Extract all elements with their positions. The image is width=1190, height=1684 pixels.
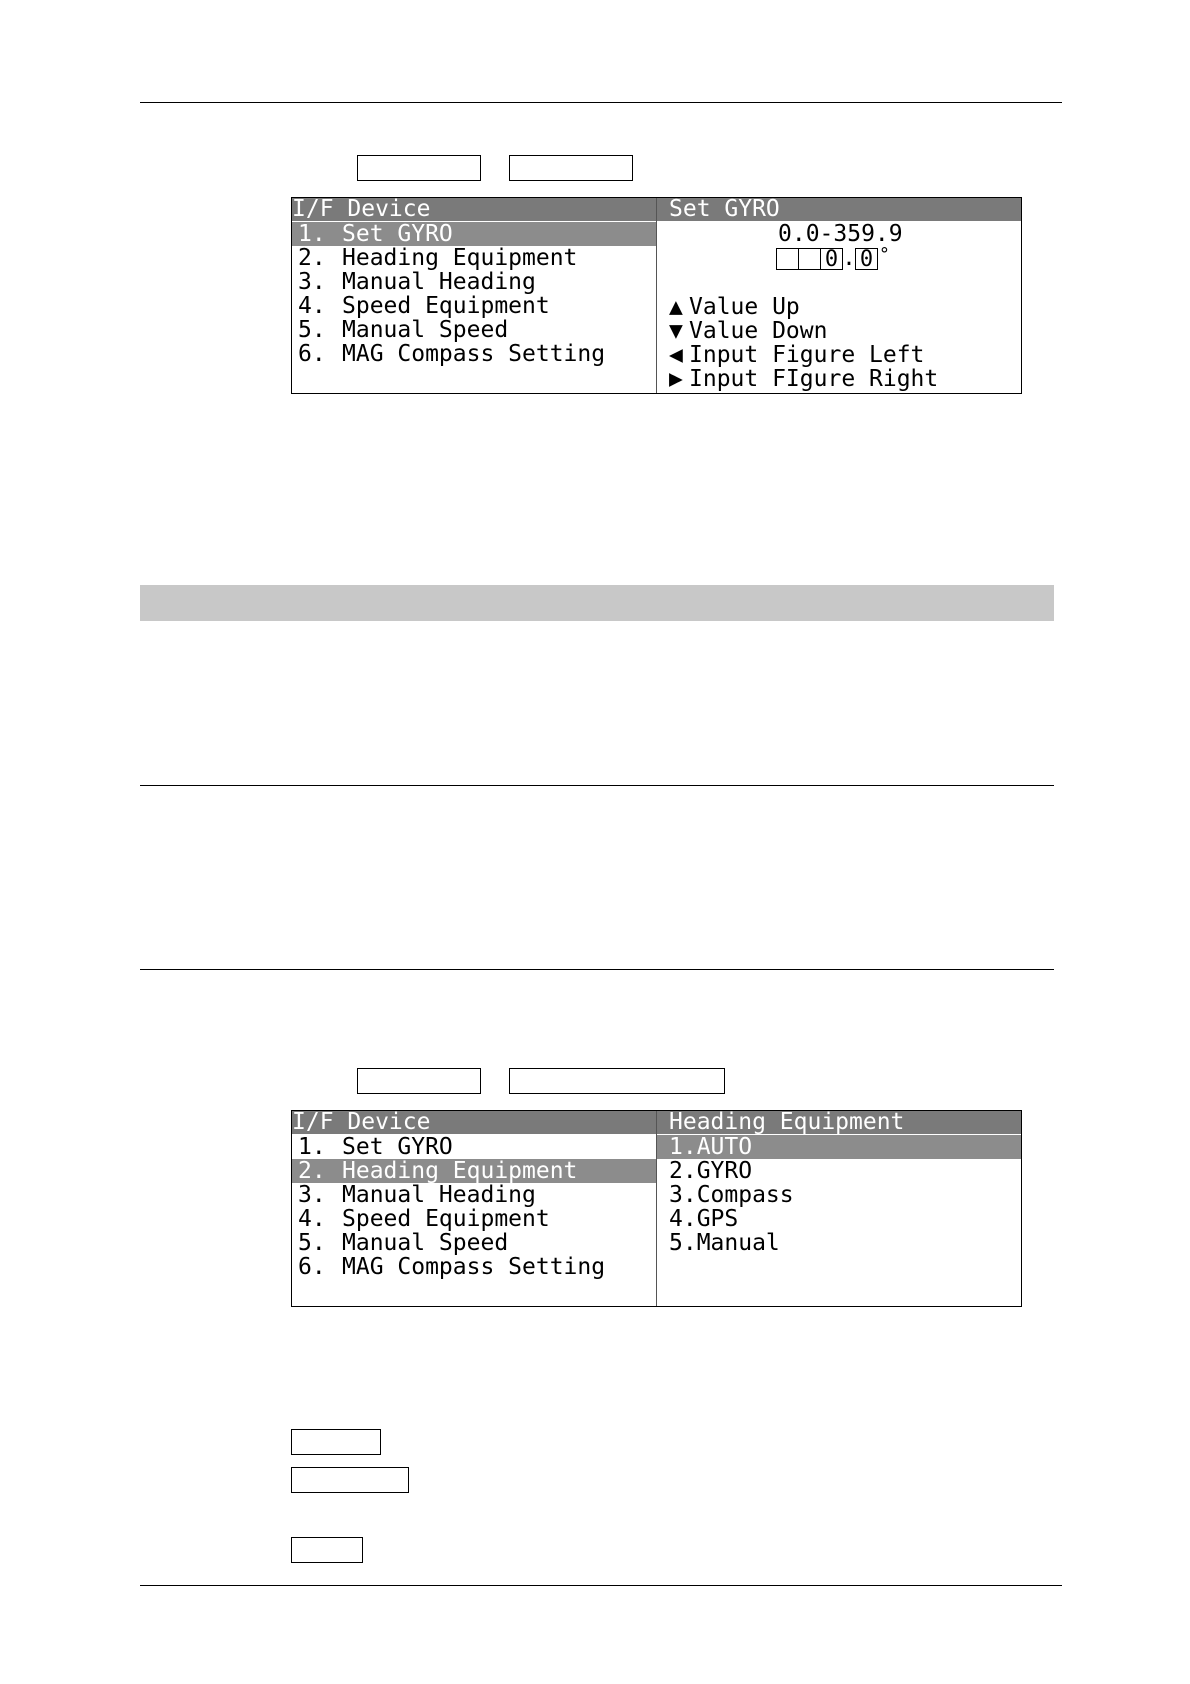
menu-label: Manual Heading (342, 270, 536, 294)
key-box-1 (357, 155, 481, 181)
menu-label: MAG Compass Setting (342, 342, 606, 366)
panel-divider (656, 198, 657, 393)
help-text: Input Figure Left (689, 342, 925, 368)
digit-tenths[interactable]: 0 (855, 248, 878, 270)
menu-label: Set GYRO (342, 1135, 453, 1159)
triangle-right-icon: ▶ (669, 366, 683, 392)
menu-label: Heading Equipment (342, 246, 578, 270)
menu-num: 5. (298, 1231, 326, 1255)
menu-item-speed-equipment[interactable] (292, 294, 656, 318)
option-auto[interactable]: 1.AUTO (657, 1135, 1021, 1159)
key-box-6 (291, 1467, 409, 1493)
help-text: Value Up (689, 294, 800, 320)
section-band (140, 585, 1054, 621)
key-box-4 (509, 1068, 725, 1094)
menu-item-manual-heading[interactable] (292, 1183, 656, 1207)
menu-label: Manual Speed (342, 318, 509, 342)
degree-symbol: ° (879, 244, 890, 265)
help-figure-left (669, 343, 924, 367)
menu-num: 1. (298, 222, 326, 246)
menu-label: Speed Equipment (342, 1207, 550, 1231)
menu-label: Manual Heading (342, 1183, 536, 1207)
menu-item-speed-equipment[interactable] (292, 1207, 656, 1231)
decimal-point: . (842, 246, 856, 271)
menu-label: Heading Equipment (342, 1159, 578, 1183)
menu-label: Speed Equipment (342, 294, 550, 318)
section-rule-2 (140, 969, 1054, 970)
triangle-down-icon: ▼ (669, 318, 683, 344)
gyro-range-label: 0.0-359.9 (778, 221, 903, 247)
menu-item-mag-compass-setting[interactable] (292, 342, 656, 366)
option-gps[interactable]: 4.GPS (669, 1207, 739, 1231)
option-manual[interactable]: 5.Manual (669, 1231, 780, 1255)
menu-num: 1. (298, 1135, 326, 1159)
menu-label: MAG Compass Setting (342, 1255, 606, 1279)
menu-num: 3. (298, 270, 326, 294)
help-value-up (669, 295, 800, 319)
key-box-7 (291, 1537, 363, 1563)
header-rule (140, 102, 1062, 103)
panel-left-title: I/F Device (292, 1111, 656, 1134)
menu-item-heading-equipment[interactable] (292, 1159, 656, 1183)
menu-item-mag-compass-setting[interactable] (292, 1255, 656, 1279)
help-text: Input FIgure Right (689, 366, 939, 392)
screen-panel-heading-equipment (291, 1110, 1022, 1307)
menu-item-heading-equipment[interactable] (292, 246, 656, 270)
menu-item-set-gyro[interactable] (292, 222, 656, 246)
menu-num: 6. (298, 342, 326, 366)
menu-label: Set GYRO (342, 222, 453, 246)
menu-num: 4. (298, 294, 326, 318)
help-figure-right (669, 367, 938, 391)
help-text: Value Down (689, 318, 828, 344)
menu-item-manual-heading[interactable] (292, 270, 656, 294)
menu-num: 4. (298, 1207, 326, 1231)
gyro-value-input[interactable] (776, 244, 890, 272)
key-box-5 (291, 1429, 381, 1455)
menu-item-manual-speed[interactable] (292, 1231, 656, 1255)
panel-right-title: Set GYRO (657, 198, 1021, 221)
option-gyro[interactable]: 2.GYRO (669, 1159, 753, 1183)
triangle-up-icon: ▲ (669, 294, 683, 320)
footer-rule (140, 1585, 1062, 1586)
menu-item-set-gyro[interactable] (292, 1135, 656, 1159)
menu-num: 2. (298, 246, 326, 270)
menu-num: 5. (298, 318, 326, 342)
menu-num: 6. (298, 1255, 326, 1279)
menu-num: 2. (298, 1159, 326, 1183)
digit-ones[interactable]: 0 (820, 248, 843, 270)
option-compass[interactable]: 3.Compass (669, 1183, 794, 1207)
screen-panel-set-gyro (291, 197, 1022, 394)
panel-left-title: I/F Device (292, 198, 656, 221)
help-value-down (669, 319, 827, 343)
menu-num: 3. (298, 1183, 326, 1207)
triangle-left-icon: ◀ (669, 342, 683, 368)
section-rule-1 (140, 785, 1054, 786)
key-box-3 (357, 1068, 481, 1094)
menu-label: Manual Speed (342, 1231, 509, 1255)
panel-right-title: Heading Equipment (657, 1111, 1021, 1134)
digit-hundreds[interactable] (776, 248, 799, 270)
menu-item-manual-speed[interactable] (292, 318, 656, 342)
key-box-2 (509, 155, 633, 181)
digit-tens[interactable] (798, 248, 821, 270)
